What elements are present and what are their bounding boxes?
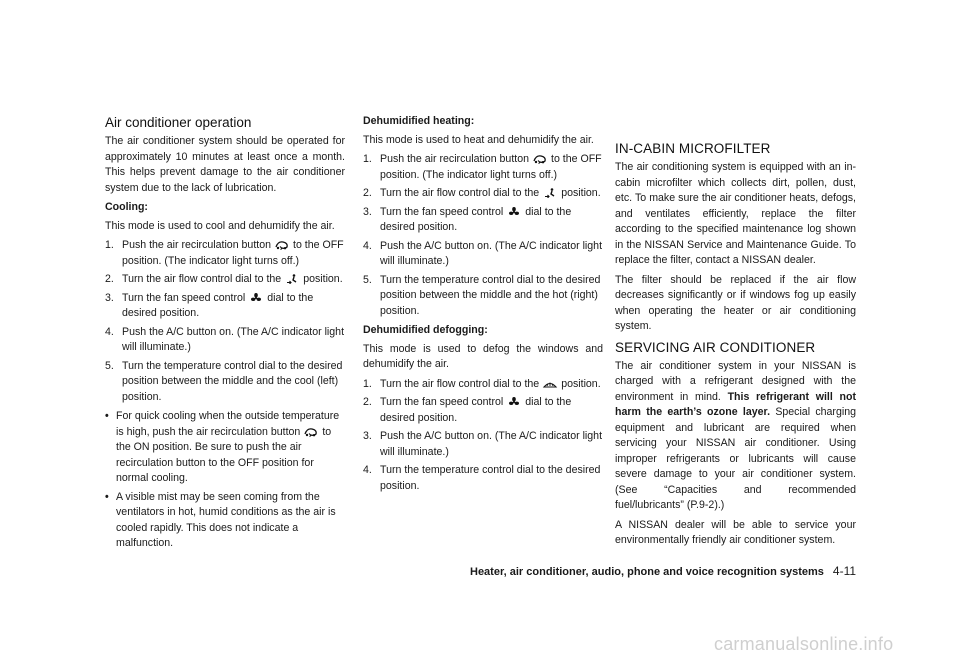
floor-airflow-icon: [284, 274, 300, 284]
list-item: 1. Push the air recirculation button to the OFF position. (The indicator light turns off.): [105, 239, 344, 267]
list-item: 3. Turn the fan speed control dial to the desired position.: [105, 291, 314, 319]
cooling-steps: [105, 238, 345, 405]
list-item: 1. Turn the air flow control dial to the position.: [363, 377, 601, 390]
list-item: 3. Turn the fan speed control dial to the desired position.: [363, 205, 572, 233]
recirculation-icon: [274, 240, 290, 250]
floor-airflow-icon: [542, 188, 558, 198]
ozone-warning: This refrigerant will not harm the earth’s ozone layer.: [615, 390, 856, 418]
fan-icon: [248, 293, 264, 303]
list-item: 4. Turn the temperature control dial to the desired position.: [363, 464, 601, 492]
page-footer: [470, 564, 856, 581]
column-left: [105, 114, 345, 555]
defrost-icon: [542, 379, 558, 389]
servicing-paragraph-1: The air conditioner system in your NISSAN is charged with a refrigerant designed with the environment in mind. This refrigerant will not harm the earth’s ozone layer. Special charging equipment and lubricant are required when servicing your NISSAN air conditioner. Using improper refrigerants or lubricants will cause severe damage to your air conditioner system. (See “Capacities and recommended fuel/lubricants” (P.9-2).): [615, 359, 856, 511]
list-item: 2. Turn the air flow control dial to the position.: [363, 187, 601, 199]
list-item: 4. Push the A/C button on. (The A/C indicator light will illuminate.): [105, 325, 345, 353]
column-right: [615, 114, 856, 553]
defog-description: This mode is used to defog the windows and dehumidify the air.: [363, 342, 603, 370]
servicing-paragraph-2: A NISSAN dealer will be able to service your environmentally friendly air conditioner system.: [615, 518, 856, 546]
cooling-heading: Cooling:: [105, 201, 148, 213]
intro-paragraph: The air conditioner system should be operated for approximately 10 minutes at least once a month. This helps prevent damage to the air conditioner system due to the lack of lubrication.: [105, 135, 345, 194]
page-number: 4-11: [832, 564, 857, 578]
heating-description: This mode is used to heat and dehumidify the air.: [363, 133, 594, 146]
fan-icon: [506, 207, 522, 217]
watermark: carmanualsonline.info: [714, 634, 894, 654]
recirculation-icon: [303, 427, 319, 437]
cooling-description: This mode is used to cool and dehumidify the air.: [105, 219, 335, 232]
dehumidified-defogging-heading: Dehumidified defogging:: [363, 324, 488, 336]
section-title-servicing-air-conditioner: SERVICING AIR CONDITIONER: [615, 339, 816, 355]
cooling-notes: [105, 409, 345, 552]
list-item: 5. Turn the temperature control dial to the desired position between the middle and the hot (right) position.: [363, 273, 601, 317]
column-middle: [363, 114, 603, 498]
list-item: • A visible mist may be seen coming from the ventilators in hot, humid conditions as the air is cooled rapidly. This does not indicate a malfunction.: [105, 490, 345, 552]
section-title-air-conditioner-operation: Air conditioner operation: [105, 115, 252, 130]
microfilter-paragraph-2: The filter should be replaced if the air flow decreases significantly or if windows fog up easily when operating the heater or air conditioning system.: [615, 273, 856, 332]
fan-icon: [506, 397, 522, 407]
dehumidified-heating-heading: Dehumidified heating:: [363, 115, 475, 127]
list-item: 4. Push the A/C button on. (The A/C indicator light will illuminate.): [363, 239, 603, 267]
list-item: 3. Push the A/C button on. (The A/C indicator light will illuminate.): [363, 430, 603, 458]
microfilter-paragraph-1: The air conditioning system is equipped with an in-cabin microfilter which collects dirt, pollen, dust, etc. To make sure the air conditioner heats, defogs, and ventilates efficiently, replace the filter according to the specified maintenance log shown in the NISSAN Service and Maintenance Guide. To replace the filter, contact a NISSAN dealer.: [615, 161, 856, 266]
footer-section-title: Heater, air conditioner, audio, phone and voice recognition systems: [470, 566, 824, 578]
defog-steps: [363, 377, 603, 495]
recirculation-icon: [532, 154, 548, 164]
bullet-mark: •: [105, 410, 109, 422]
section-title-in-cabin-microfilter: IN-CABIN MICROFILTER: [615, 141, 771, 156]
bullet-mark: •: [105, 490, 109, 503]
list-item: 1. Push the air recirculation button to the OFF position. (The indicator light turns off.): [363, 153, 602, 181]
heating-steps: [363, 152, 603, 319]
list-item: 2. Turn the air flow control dial to the position.: [105, 273, 343, 285]
list-item: 5. Turn the temperature control dial to the desired position between the middle and the cool (left) position.: [105, 359, 343, 403]
list-item: • For quick cooling when the outside temperature is high, push the air recirculation button to the ON position. Be sure to push the air recirculation button to the OFF position for normal cooling.: [105, 409, 345, 487]
list-item: 2. Turn the fan speed control dial to the desired position.: [363, 396, 572, 424]
